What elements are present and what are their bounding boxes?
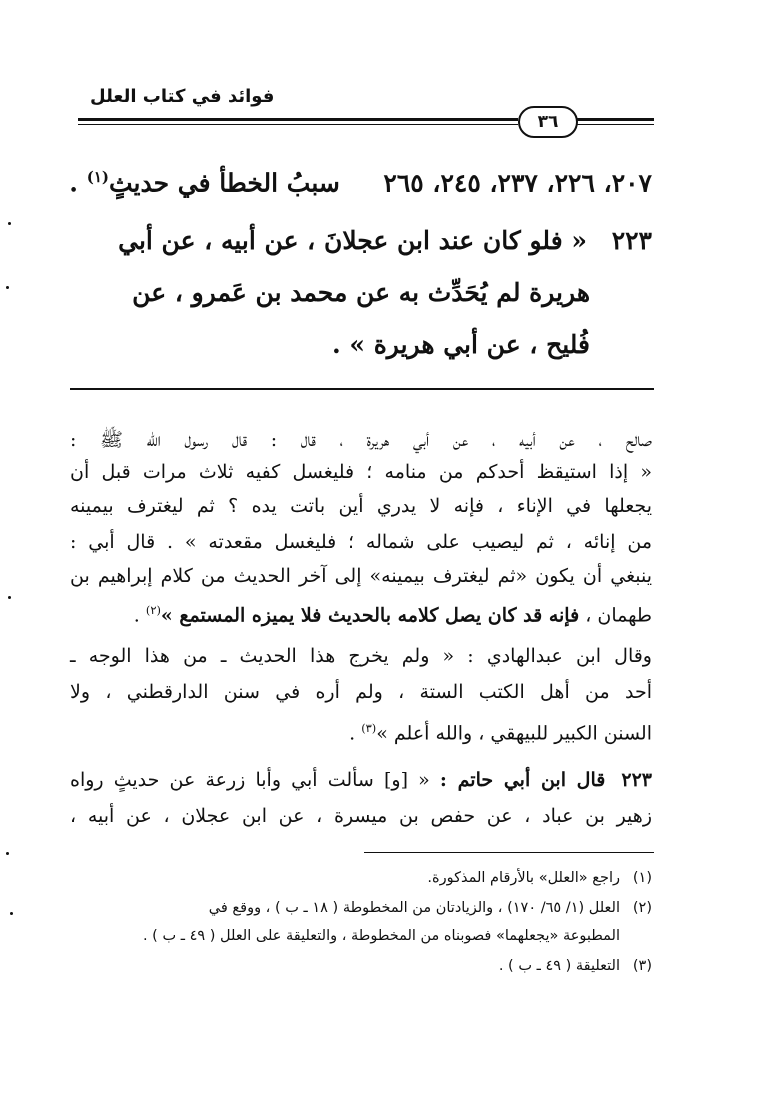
scan-speck [6,286,9,289]
running-title: فوائد في كتاب العلل [90,86,275,107]
body-line: من إنائه ، ثم ليصيب على شماله ؛ فليغسل مقعدته » . قال أبي : [70,531,652,553]
footnote [70,956,652,976]
scan-speck [6,852,9,855]
footnote-ref[interactable]: (١) [86,168,109,186]
body-text: . [133,604,146,627]
body-text: « [و] سألت أبي وأبا زرعة عن حديثٍ رواه [70,769,440,791]
entry-number: ٢٢٣ [621,769,652,791]
body-line: وقال ابن عبدالهادي : « ولم يخرج هذا الحديث ـ من هذا الوجه ـ [70,645,652,667]
footnote [70,926,652,946]
entry-heading-line [69,162,652,198]
entry-heading: سببُ الخطأ في حديثٍ [109,168,340,198]
body-line: « إذا استيقظ أحدكم من منامه ؛ فليغسل كفيه ثلاث مرات قبل أن [70,461,652,483]
body-text-bold: فإنه قد كان يصل كلامه بالحديث فلا يميزه المستمع » [160,604,580,627]
page-number: ٣٦ [518,106,578,138]
section-divider [70,388,654,390]
footnote [70,898,652,918]
footnote-ref[interactable]: (٣) [361,721,377,735]
header-rule-left-thin [78,124,518,125]
scan-speck [8,596,11,599]
body-line: صالح ، عن أبيه ، عن أبي هريرة ، قال : قال رسول الله ﷺ : [70,429,652,451]
speaker: قال ابن أبي حاتم : [439,769,606,791]
scan-speck [8,222,11,225]
entry-223-line-3 [82,330,590,360]
footnote-rule [364,852,654,853]
body-line [70,716,652,745]
body-text: طهمان ، [579,604,652,627]
footnote [70,868,652,888]
header-rule-right [576,118,654,121]
body-line: يجعلها في الإناء ، فإنه لا يدري أين باتت يده ؟ ثم ليغترف بيمينه [70,495,652,517]
entry-text: فُليح ، عن أبي هريرة » . [331,330,590,359]
body-text: السنن الكبير للبيهقي ، والله أعلم » [376,722,652,745]
body-line: ينبغي أن يكون «ثم ليغترف بيمينه» إلى آخر الحديث من كلام إبراهيم بن [70,565,652,587]
footnote-text: العلل (١/ ٦٥/ ١٧٠) ، والزيادتان من المخطوطة ( ١٨ ـ ب ) ، ووقع في [208,900,620,916]
footnote-ref[interactable]: (٢) [145,603,161,617]
body-line: أحد من أهل الكتب الستة ، ولم أره في سنن الدارقطني ، ولا [70,681,652,703]
footnote-number: (٣) [632,958,652,974]
entry-text: هريرة لم يُحَدِّث به عن محمد بن عَمرو ، عن [132,278,590,307]
footnote-text: راجع «العلل» بالأرقام المذكورة. [427,870,620,886]
scan-speck [10,912,13,915]
body-line [70,768,652,792]
footnote-text: المطبوعة «يجعلهما» فصوبناه من المخطوطة ، والتعليقة على العلل ( ٤٩ ـ ب ) . [142,928,620,944]
entry-223-line-2 [82,278,590,308]
body-line [70,598,652,627]
body-text: . [349,722,362,745]
header-rule-right-thin [576,124,654,125]
header-rule-left [78,118,518,121]
footnote-number: (٢) [632,900,652,916]
footnote-number: (١) [632,870,652,886]
entry-text: « فلو كان عند ابن عجلانَ ، عن أبيه ، عن أبي [118,226,587,255]
entry-number: ٢٢٣ [611,226,652,255]
footnote-text: التعليقة ( ٤٩ ـ ب ) . [498,958,620,974]
body-line: زهير بن عباد ، عن حفص بن ميسرة ، عن ابن عجلان ، عن أبيه ، [70,805,652,827]
entry-refs: ٢٠٧، ٢٢٦، ٢٣٧، ٢٤٥، ٢٦٥ [383,168,652,198]
entry-223-line-1 [82,226,652,256]
entry-end: . [69,168,78,198]
